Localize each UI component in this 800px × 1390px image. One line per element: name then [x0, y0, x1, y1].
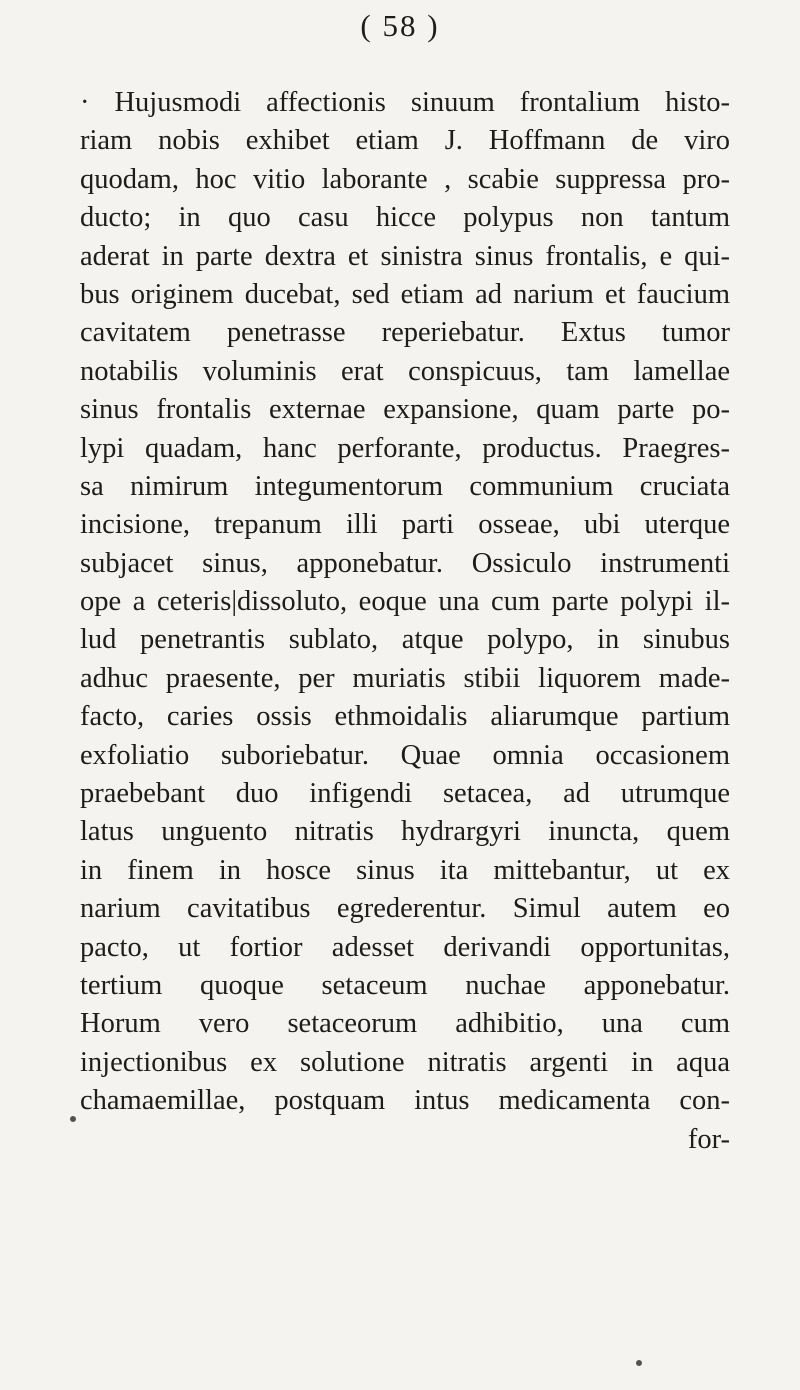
- ink-speck: [636, 1360, 642, 1366]
- text-line: lud penetrantis sublato, atque polypo, in sinubus: [80, 624, 730, 656]
- text-line: ducto; in quo casu hicce polypus non tantum: [80, 202, 730, 234]
- text-line: narium cavitatibus egrederentur. Simul autem eo: [80, 893, 730, 925]
- text-line: ope a ceteris|dissoluto, eoque una cum parte polypi il-: [80, 586, 730, 618]
- text-line: riam nobis exhibet etiam J. Hoffmann de viro: [80, 125, 730, 157]
- body-text: [80, 84, 730, 1159]
- text-line: pacto, ut fortior adesset derivandi opportunitas,: [80, 931, 730, 963]
- text-line: bus originem ducebat, sed etiam ad narium et faucium: [80, 278, 730, 310]
- catchword: for-: [687, 1123, 730, 1155]
- text-line: in finem in hosce sinus ita mittebantur, ut ex: [80, 854, 730, 886]
- text-line: exfoliatio suboriebatur. Quae omnia occasionem: [80, 739, 730, 771]
- text-line: quodam, hoc vitio laborante , scabie suppressa pro-: [80, 163, 730, 195]
- text-line: tertium quoque setaceum nuchae apponebatur.: [80, 969, 730, 1001]
- text-line: facto, caries ossis ethmoidalis aliarumque partium: [80, 701, 730, 733]
- text-line: · Hujusmodi affectionis sinuum frontalium histo-: [80, 87, 730, 118]
- text-line: sa nimirum integumentorum communium cruciata: [80, 470, 730, 502]
- text-line: incisione, trepanum illi parti osseae, ubi uterque: [80, 509, 730, 541]
- text-line: lypi quadam, hanc perforante, productus. Praegres-: [80, 432, 730, 464]
- text-line: chamaemillae, postquam intus medicamenta con-: [80, 1085, 730, 1117]
- text-line: praebebant duo infigendi setacea, ad utrumque: [80, 778, 730, 810]
- text-line: aderat in parte dextra et sinistra sinus frontalis, e qui-: [80, 240, 730, 272]
- text-line: adhuc praesente, per muriatis stibii liquorem made-: [80, 662, 730, 694]
- page-number: ( 58 ): [360, 8, 440, 43]
- text-line: sinus frontalis externae expansione, quam parte po-: [80, 394, 730, 426]
- text-line: subjacet sinus, apponebatur. Ossiculo instrumenti: [80, 547, 730, 579]
- text-line: injectionibus ex solutione nitratis argenti in aqua: [80, 1046, 730, 1078]
- text-line: cavitatem penetrasse reperiebatur. Extus tumor: [80, 317, 730, 349]
- text-line: notabilis voluminis erat conspicuus, tam lamellae: [80, 355, 730, 387]
- text-line: latus unguento nitratis hydrargyri inuncta, quem: [80, 816, 730, 848]
- text-line: Horum vero setaceorum adhibitio, una cum: [80, 1008, 730, 1040]
- ink-speck: [70, 1116, 76, 1122]
